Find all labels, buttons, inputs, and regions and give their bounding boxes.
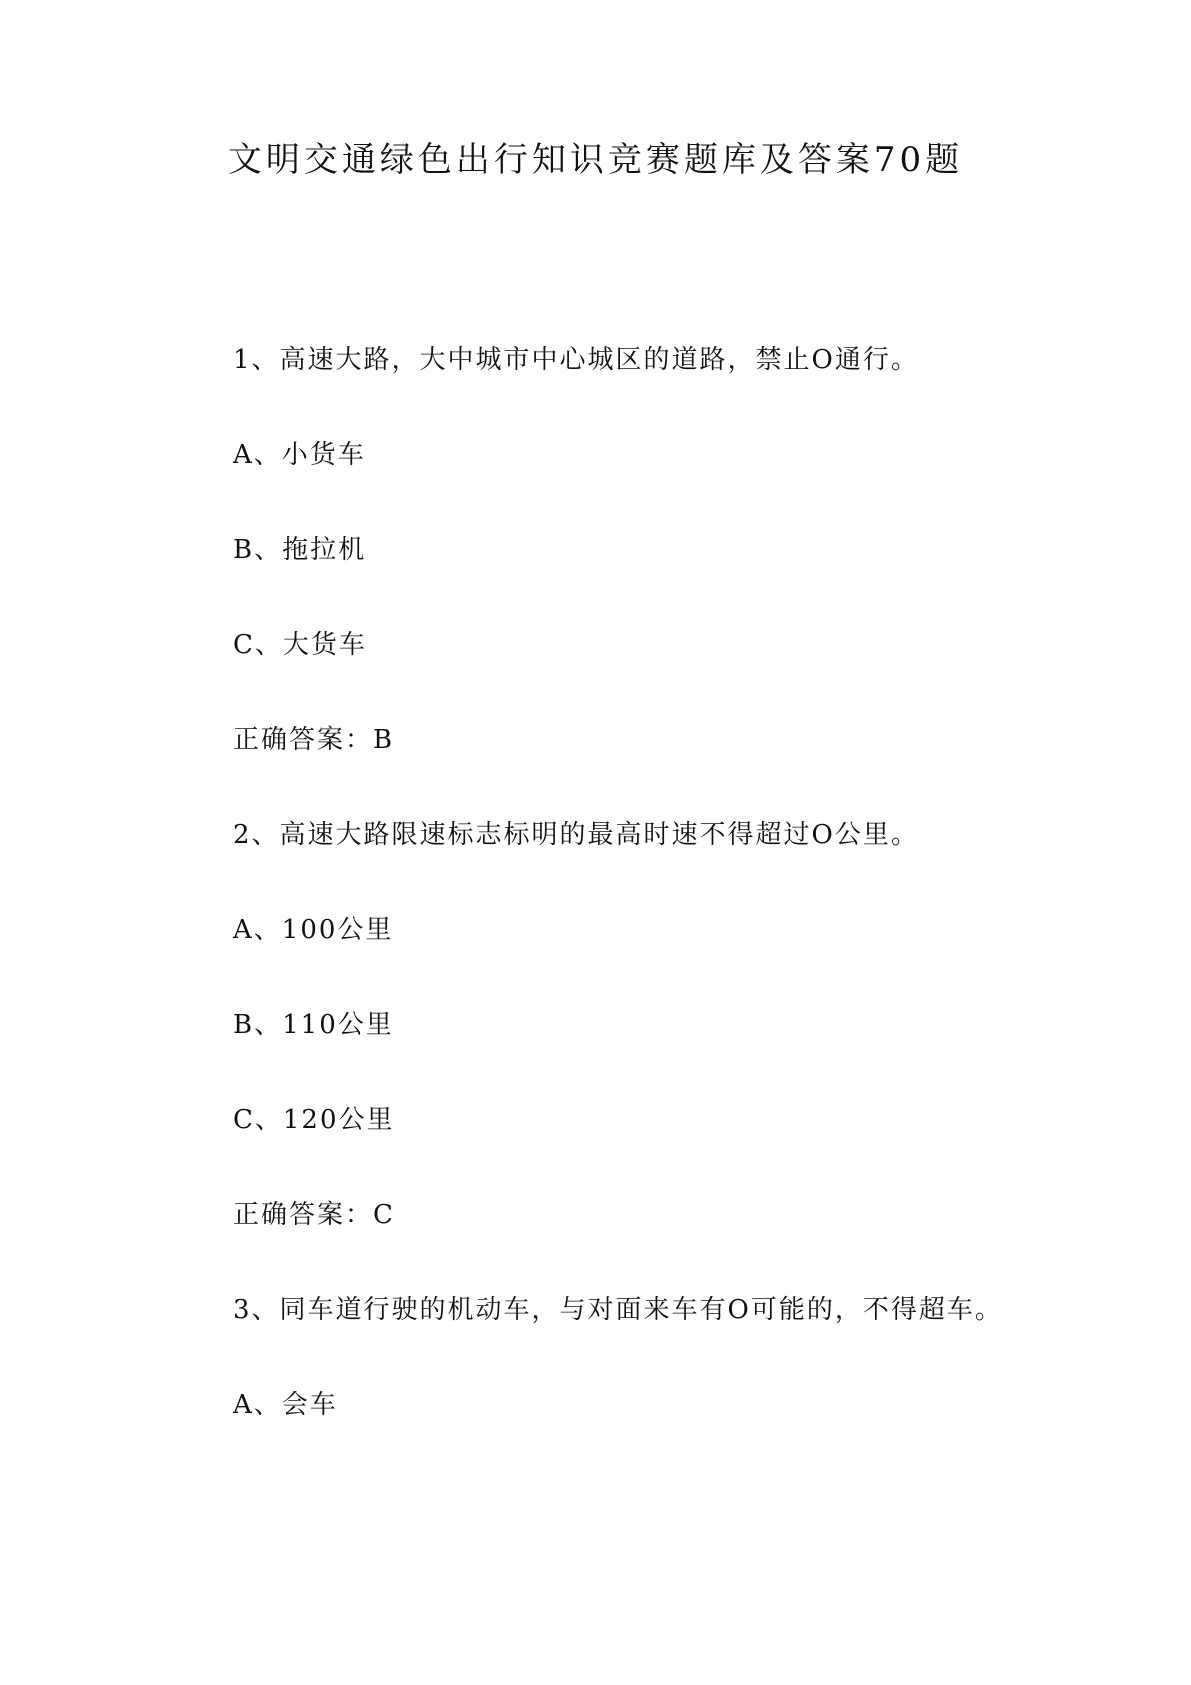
document-title: 文明交通绿色出行知识竞赛题库及答案70题 bbox=[227, 140, 964, 180]
question-3-option-a: A、会车 bbox=[233, 1390, 338, 1420]
question-2-option-b: B、110公里 bbox=[233, 1010, 394, 1040]
question-3: 3、同车道行驶的机动车，与对面来车有O可能的，不得超车。 bbox=[233, 1295, 1003, 1325]
question-2-option-c: C、120公里 bbox=[233, 1105, 395, 1135]
question-1-option-a: A、小货车 bbox=[233, 440, 366, 470]
question-1-option-c: C、大货车 bbox=[233, 630, 367, 660]
question-1: 1、高速大路，大中城市中心城区的道路，禁止O通行。 bbox=[233, 345, 919, 375]
question-2-answer: 正确答案：C bbox=[233, 1200, 395, 1230]
question-1-option-b: B、拖拉机 bbox=[233, 535, 367, 565]
question-2-option-a: A、100公里 bbox=[233, 915, 394, 945]
question-1-answer: 正确答案：B bbox=[233, 725, 395, 755]
question-2: 2、高速大路限速标志标明的最高时速不得超过O公里。 bbox=[233, 820, 919, 850]
